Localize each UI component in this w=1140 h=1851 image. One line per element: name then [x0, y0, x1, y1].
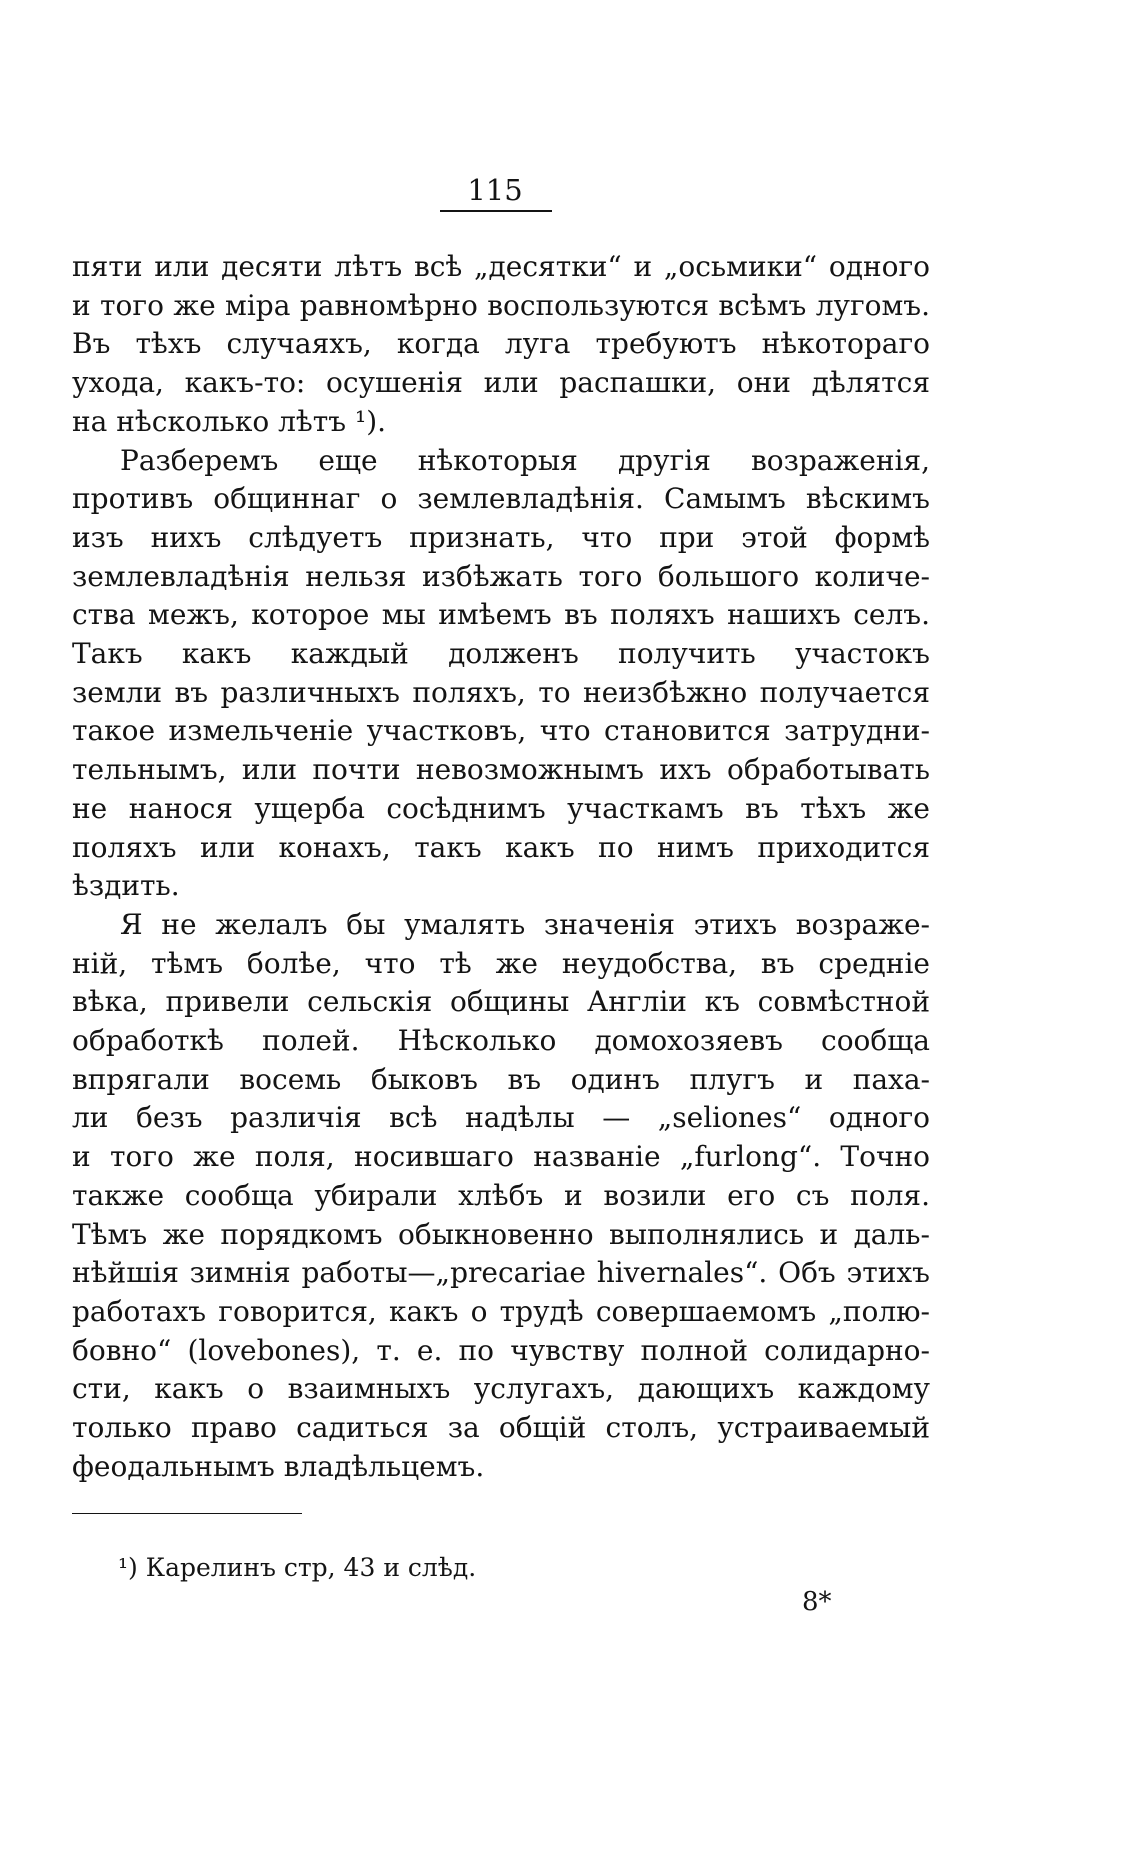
- text-line: только право садиться за общій столъ, устраиваемый: [72, 1411, 930, 1445]
- text-line: ѣздить.: [72, 869, 180, 903]
- paragraph-3: [72, 906, 930, 1487]
- text-line: ній, тѣмъ болѣе, что тѣ же неудобства, въ средніе: [72, 946, 930, 980]
- header-rule: [440, 210, 552, 212]
- body-text: [72, 248, 930, 1487]
- text-line: и того же поля, носившаго названіе „furlong“. Точно: [72, 1140, 930, 1174]
- text-line: на нѣсколько лѣтъ ¹).: [72, 404, 387, 438]
- text-line: пяти или десяти лѣтъ всѣ „десятки“ и „осьмики“ одного: [72, 250, 930, 283]
- footnote: ¹) Карелинъ стр, 43 и слѣд.: [118, 1553, 477, 1582]
- footnote-rule: [72, 1513, 302, 1514]
- text-line: бовно“ (lovebones), т. е. по чувству полной солидарно-: [72, 1333, 930, 1367]
- text-line: ли безъ различія всѣ надѣлы — „seliones“ одного: [72, 1101, 930, 1135]
- text-line: Такъ какъ каждый долженъ получить участокъ: [72, 637, 930, 671]
- text-line: ухода, какъ-то: осушенія или распашки, они дѣлятся: [72, 366, 930, 400]
- text-line: нѣйшія зимнія работы—„precariae hivernales“. Объ этихъ: [72, 1256, 930, 1290]
- text-line: такое измельченіе участковъ, что становится затрудни-: [72, 714, 930, 748]
- text-line: Я не желалъ бы умалять значенія этихъ возраже-: [120, 907, 930, 941]
- signature-mark: 8*: [802, 1587, 832, 1617]
- text-line: земли въ различныхъ поляхъ, то неизбѣжно получается: [72, 675, 930, 709]
- text-line: также сообща убирали хлѣбъ и возили его съ поля.: [72, 1178, 930, 1212]
- text-line: землевладѣнія нельзя избѣжать того большого количе-: [72, 559, 930, 593]
- text-line: впрягали восемь быковъ въ одинъ плугъ и паха-: [72, 1062, 930, 1096]
- text-line: тельнымъ, или почти невозможнымъ ихъ обработывать: [72, 753, 930, 787]
- text-line: и того же міра равномѣрно воспользуются всѣмъ лугомъ.: [72, 288, 930, 322]
- text-line: обработкѣ полей. Нѣсколько домохозяевъ сообща: [72, 1024, 930, 1058]
- text-line: противъ общиннаг о землевладѣнія. Самымъ вѣскимъ: [72, 482, 930, 516]
- text-line: ства межъ, которое мы имѣемъ въ поляхъ нашихъ селъ.: [72, 598, 930, 632]
- text-line: сти, какъ о взаимныхъ услугахъ, дающихъ каждому: [72, 1372, 930, 1406]
- paragraph-2: [72, 442, 930, 906]
- text-line: Разберемъ еще нѣкоторыя другія возраженія,: [120, 443, 930, 477]
- page-number: 115: [467, 173, 523, 207]
- text-line: не нанося ущерба сосѣднимъ участкамъ въ тѣхъ же: [72, 791, 930, 825]
- text-line: Въ тѣхъ случаяхъ, когда луга требуютъ нѣкотораго: [72, 327, 930, 361]
- text-line: вѣка, привели сельскія общины Англіи къ совмѣстной: [72, 985, 930, 1019]
- paragraph-1: [72, 248, 930, 442]
- text-line: Тѣмъ же порядкомъ обыкновенно выполнялись и даль-: [72, 1217, 930, 1251]
- text-line: поляхъ или конахъ, такъ какъ по нимъ приходится: [72, 830, 930, 864]
- text-line: феодальнымъ владѣльцемъ.: [72, 1449, 485, 1483]
- text-line: работахъ говорится, какъ о трудѣ совершаемомъ „полю-: [72, 1294, 930, 1328]
- text-line: изъ нихъ слѣдуетъ признать, что при этой формѣ: [72, 520, 930, 554]
